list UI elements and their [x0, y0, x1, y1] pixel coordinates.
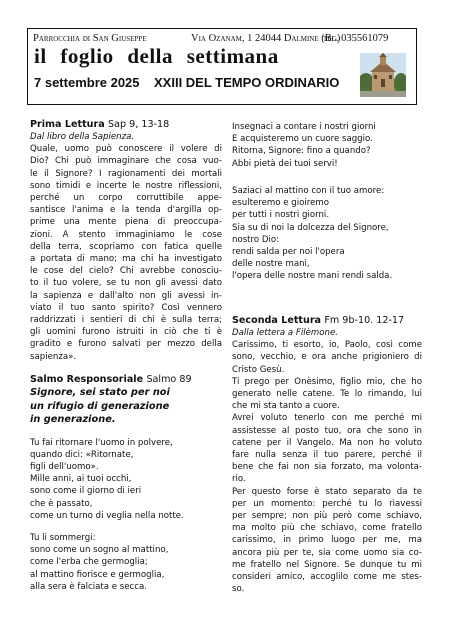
verse-line: nostro Dio: — [232, 234, 280, 245]
verse-line: Tu li sommergi: — [30, 532, 96, 543]
verse-line: che è passato, — [30, 498, 93, 509]
psalm-stanza-1 — [30, 437, 222, 522]
text-line: sono, vecchio, e ora anche prigioniero di — [232, 352, 422, 363]
verse-line: l'opera delle nostre mani rendi salda. — [232, 271, 393, 282]
response-line: un rifugio di generazione — [30, 400, 170, 412]
text-line: generato nelle catene. Te lo rimando, lui — [232, 389, 422, 400]
second-reading-section — [232, 314, 422, 595]
first-reading-ref: Sap 9, 13-18 — [108, 119, 170, 130]
parish-name: Parrocchia di San Giuseppe — [33, 33, 147, 44]
second-reading-ref: Fm 9b-10. 12-17 — [324, 315, 405, 326]
verse-line: Abbi pietà dei tuoi servi! — [232, 158, 338, 169]
first-reading-heading — [30, 118, 222, 131]
psalm-heading — [30, 373, 222, 386]
text-line: Avrei voluto tenerlo con me perché mi — [232, 413, 422, 424]
parish-phone: tel. 035561079 — [323, 33, 389, 44]
text-line: carissimo, in primo luogo per me, ma — [232, 535, 422, 546]
verse-line: Saziaci al mattino con il tuo amore: — [232, 186, 385, 196]
text-line: le cose del cielo? Chi avrebbe conosciu- — [30, 266, 222, 277]
liturgical-day: XXIII DEL TEMPO ORDINARIO — [154, 75, 340, 90]
text-line: to il tuo volere, se tu non gli avessi dato — [30, 278, 222, 289]
text-line: santisce l'anima e la tenda d'argilla op- — [30, 205, 222, 216]
verse-line: per tutti i nostri giorni. — [232, 210, 330, 221]
text-line: ma molto più che schiavo, come fratello — [232, 523, 422, 534]
second-reading-text — [232, 339, 422, 595]
second-reading-heading — [232, 314, 422, 327]
church-photo — [360, 53, 406, 97]
text-line: Quale, uomo può conoscere il volere di — [30, 144, 222, 155]
first-reading-label: Prima Lettura — [30, 119, 105, 130]
verse-line: delle nostre mani, — [232, 259, 310, 270]
text-line: rio. — [232, 474, 246, 485]
psalm-label: Salmo Responsoriale — [30, 374, 144, 385]
text-line: so. — [232, 584, 245, 595]
text-line: ancora più per te, sia come uomo sia co- — [232, 547, 422, 558]
text-line: gli uomini furono istruiti in ciò che ti è — [30, 327, 222, 338]
text-line: per un momento: perché tu lo riavessi — [232, 498, 422, 509]
text-line: me fratello nel Signore. Se dunque tu mi — [232, 559, 422, 570]
verse-line: al mattino fiorisce e germoglia, — [30, 569, 165, 580]
text-line: Ti prego per Onèsimo, figlio mio, che ho — [232, 376, 422, 387]
text-line: fare nulla senza il tuo parere, perché il — [232, 450, 422, 461]
text-line: Cristo Gesù. — [232, 364, 285, 375]
verse-line: Insegnaci a contare i nostri giorni — [232, 122, 376, 132]
text-line: zioni. A stento immaginiamo le cose — [30, 229, 222, 240]
text-line: consideri amico, accoglilo come me stes- — [232, 572, 422, 583]
text-line: raddrizzati i sentieri di chi è sulla terra; — [30, 315, 222, 326]
first-reading-source: Dal libro della Sapienza. — [30, 132, 135, 142]
verse-line: alla sera è falciata e secca. — [30, 581, 148, 592]
psalm-section — [30, 373, 222, 593]
text-line: assistesse al posto tuo, ora che sono in — [232, 425, 422, 436]
bulletin-title: il foglio della settimana — [34, 44, 279, 68]
text-line: bene che fai non sia forzato, ma volonta- — [232, 462, 422, 473]
text-line: catene per il Vangelo. Ma non ho voluto — [232, 437, 422, 448]
second-reading-source: Dalla lettera a Filèmone. — [232, 328, 338, 338]
text-line: gradito e furono salvati per mezzo della — [30, 339, 222, 350]
text-line: Dio? Chi può immaginare che cosa vuo- — [30, 156, 222, 167]
verse-line: esulteremo e gioiremo — [232, 198, 330, 209]
text-line: Carissimo, ti esorto, io, Paolo, così come — [232, 340, 422, 351]
verse-line: Sia su di noi la dolcezza del Signore, — [232, 222, 389, 233]
text-line: sono timidi e incerte le nostre riflessioni, — [30, 180, 222, 191]
first-reading-text — [30, 143, 222, 363]
response-line: in generazione. — [30, 414, 116, 425]
text-line: le il Signore? I ragionamenti dei mortali — [30, 168, 222, 179]
text-line: sapienza». — [30, 351, 77, 362]
verse-line: Mille anni, ai tuoi occhi, — [30, 474, 132, 485]
text-line: perché un corpo corruttibile appe- — [30, 193, 222, 204]
psalm-response — [30, 386, 222, 427]
psalm-stanza-3 — [232, 121, 422, 170]
text-line: della terra, scopriamo con fatica quelle — [30, 241, 222, 252]
verse-line: E acquisteremo un cuore saggio. — [232, 134, 373, 145]
second-reading-label: Seconda Lettura — [232, 315, 322, 326]
verse-line: Tu fai ritornare l'uomo in polvere, — [30, 437, 173, 448]
text-line: Per questo forse è stato separato da te — [232, 486, 422, 497]
bulletin-date: 7 settembre 2025 — [34, 75, 140, 90]
text-line: viato il tuo santo spirito? Così vennero — [30, 302, 222, 313]
verse-line: figli dell'uomo». — [30, 461, 99, 472]
verse-line: rendi salda per noi l'opera — [232, 247, 345, 258]
verse-line: Ritorna, Signore: fino a quando? — [232, 146, 371, 157]
text-line: prime una mente piena di preoccupa- — [30, 217, 222, 228]
parish-address: Via Ozanam, 1 24044 Dalmine (Bg) — [191, 33, 341, 44]
verse-line: come l'erba che germoglia; — [30, 557, 148, 568]
verse-line: sono come un sogno al mattino, — [30, 545, 169, 556]
left-column — [30, 118, 222, 363]
text-line: che mi sta tanto a cuore. — [232, 401, 340, 412]
psalm-stanza-4 — [232, 185, 422, 283]
psalm-stanza-2 — [30, 532, 222, 593]
text-line: a portata di mano; ma chi ha investigato — [30, 254, 222, 265]
response-line: Signore, sei stato per noi — [30, 387, 170, 398]
psalm-ref: Salmo 89 — [146, 374, 192, 385]
text-line: la sapienza e dall'alto non gli avessi in- — [30, 290, 222, 301]
verse-line: quando dici: «Ritornate, — [30, 449, 134, 460]
text-line: per sempre; non più però come schiavo, — [232, 511, 422, 522]
verse-line: sono come il giorno di ieri — [30, 486, 142, 497]
verse-line: come un turno di veglia nella notte. — [30, 510, 184, 521]
